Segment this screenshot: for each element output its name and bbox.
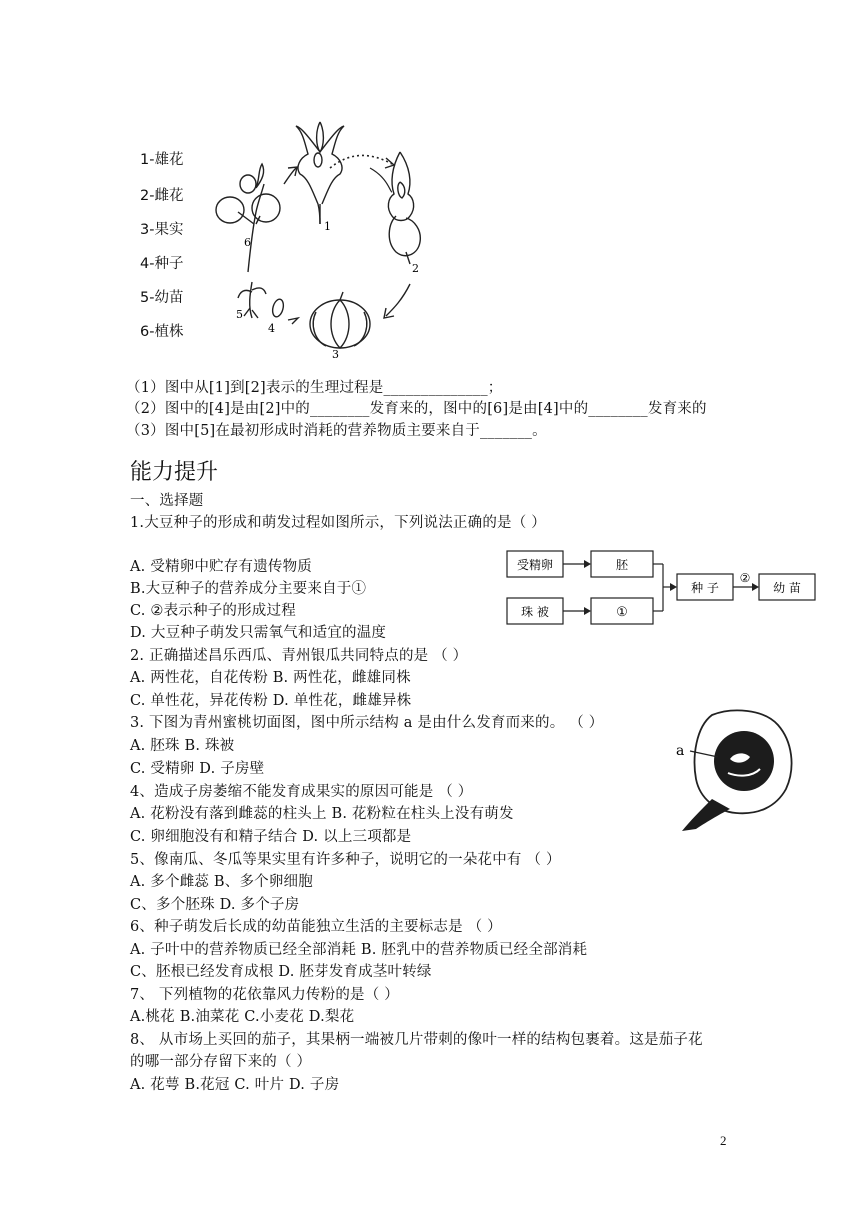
legend-item: 2-雌花 xyxy=(140,188,184,204)
option-line: A. 花粉没有落到雌蕊的柱头上 B. 花粉粒在柱头上没有萌发 xyxy=(130,806,514,822)
soybean-flowchart xyxy=(505,548,817,630)
cycle-marker: 1 xyxy=(324,220,331,233)
option-line: A. 多个雌蕊 B、多个卵细胞 xyxy=(130,874,313,890)
pumpkin-drawing xyxy=(310,292,370,348)
female-flower-drawing xyxy=(388,152,420,264)
plant-drawing xyxy=(216,164,280,272)
option-line: C、胚根已经发育成根 D. 胚芽发育成茎叶转绿 xyxy=(130,964,432,980)
seed-drawing xyxy=(271,298,298,324)
peach-structure-label: a xyxy=(676,743,685,759)
question-line: 8、 从市场上买回的茄子，其果柄一端被几片带刺的像叶一样的结构包裹着。这是茄子花 xyxy=(130,1032,703,1048)
question-line: 4、造成子房萎缩不能发育成果实的原因可能是 （ ） xyxy=(130,784,473,800)
pollination-arrow xyxy=(330,155,392,168)
option-line: A. 花萼 B.花冠 C. 叶片 D. 子房 xyxy=(130,1077,340,1093)
question-line: 3. 下图为青州蜜桃切面图，图中所示结构 a 是由什么发育而来的。 （ ） xyxy=(130,715,604,731)
cycle-arrow xyxy=(370,168,392,192)
male-flower-drawing xyxy=(296,122,344,224)
question-line: 5、像南瓜、冬瓜等果实里有许多种子，说明它的一朵花中有 （ ） xyxy=(130,852,561,868)
cycle-marker: 2 xyxy=(412,262,419,275)
peach-stem xyxy=(682,799,730,831)
flowchart-label: 受精卵 xyxy=(516,558,554,572)
legend-item: 6-植株 xyxy=(140,324,184,340)
option-line: A. 受精卵中贮存有遗传物质 xyxy=(130,559,312,575)
legend-item: 3-果实 xyxy=(140,222,184,238)
cycle-arrow xyxy=(386,284,410,316)
flowchart-label: 幼 苗 xyxy=(773,581,801,595)
plant-life-cycle-figure xyxy=(200,112,440,362)
question-line: 1.大豆种子的形成和萌发过程如图所示，下列说法正确的是（ ） xyxy=(130,515,546,531)
section-title: 能力提升 xyxy=(130,460,219,485)
cycle-arrow xyxy=(284,168,296,184)
question-line: （3）图中[5]在最初形成时消耗的营养物质主要来自于_______。 xyxy=(126,423,547,439)
question-line: 6、种子萌发后长成的幼苗能独立生活的主要标志是 （ ） xyxy=(130,919,502,935)
peach-cross-section xyxy=(672,703,814,839)
flowchart-label: 种 子 xyxy=(691,581,719,595)
option-line: B.大豆种子的营养成分主要来自于① xyxy=(130,581,367,597)
subsection-title: 一、选择题 xyxy=(130,493,204,509)
legend-item: 4-种子 xyxy=(140,256,184,272)
cycle-marker: 3 xyxy=(332,348,339,361)
option-line: C、多个胚珠 D. 多个子房 xyxy=(130,897,300,913)
peach-pit xyxy=(714,731,774,791)
cycle-marker: 5 xyxy=(236,308,243,321)
option-line: A. 子叶中的营养物质已经全部消耗 B. 胚乳中的营养物质已经全部消耗 xyxy=(130,942,588,958)
legend-item: 5-幼苗 xyxy=(140,290,184,306)
flowchart-label: ① xyxy=(616,605,628,620)
flowchart-label: 胚 xyxy=(615,558,629,572)
option-line: D. 大豆种子萌发只需氧气和适宜的温度 xyxy=(130,625,387,641)
flowchart-label: 珠 被 xyxy=(521,605,549,619)
option-line: A. 两性花，自花传粉 B. 两性花，雌雄同株 xyxy=(130,670,411,686)
option-line: C. 受精卵 D. 子房壁 xyxy=(130,761,265,777)
option-line: A. 胚珠 B. 珠被 xyxy=(130,738,235,754)
option-line: C. 卵细胞没有和精子结合 D. 以上三项都是 xyxy=(130,829,412,845)
question-line: 2. 正确描述昌乐西瓜、青州银瓜共同特点的是 （ ） xyxy=(130,648,468,664)
option-line: C. ②表示种子的形成过程 xyxy=(130,603,296,619)
option-line: C. 单性花，异花传粉 D. 单性花，雌雄异株 xyxy=(130,693,412,709)
legend-item: 1-雄花 xyxy=(140,152,184,168)
flowchart-arrow-label: ② xyxy=(739,571,751,585)
question-line: （1）图中从[1]到[2]表示的生理过程是______________； xyxy=(126,380,503,396)
cycle-marker: 4 xyxy=(268,322,275,335)
cycle-marker: 6 xyxy=(244,236,251,249)
question-line: 7、 下列植物的花依靠风力传粉的是（ ） xyxy=(130,987,399,1003)
question-line: （2）图中的[4]是由[2]中的________发育来的，图中的[6]是由[4]中的________发育来的 xyxy=(126,401,707,417)
question-line: 的哪一部分存留下来的（ ） xyxy=(130,1054,312,1070)
option-line: A.桃花 B.油菜花 C.小麦花 D.梨花 xyxy=(130,1009,355,1025)
page-number: 2 xyxy=(720,1133,727,1148)
